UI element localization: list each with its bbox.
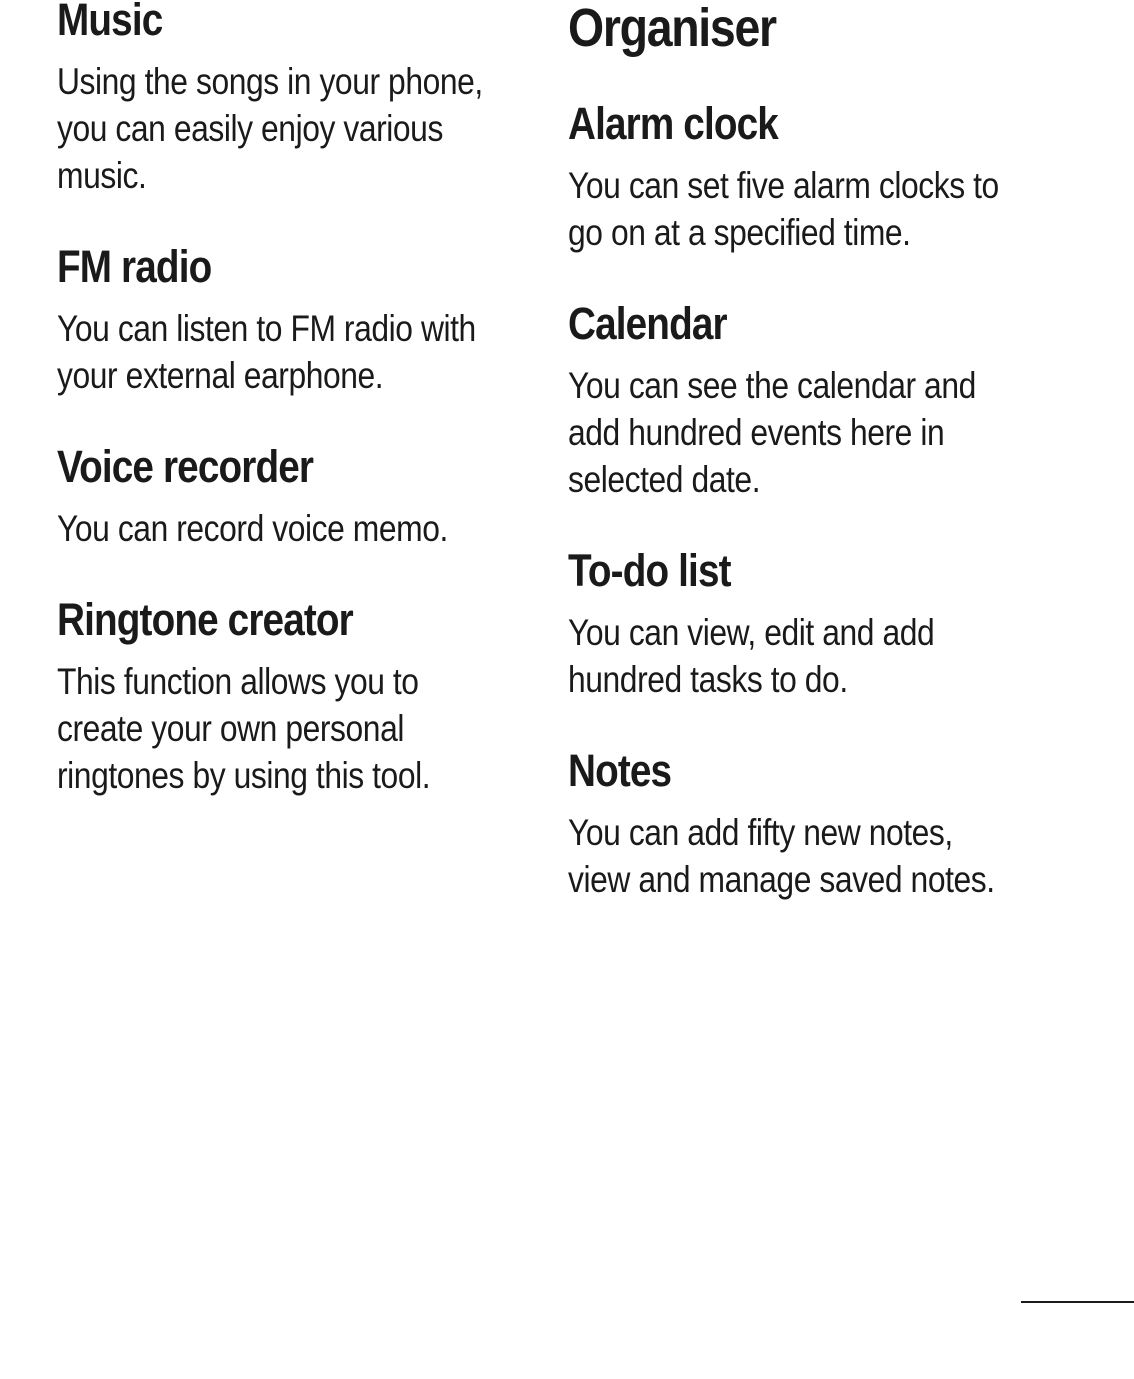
text-line: ringtones by using this tool. [57,755,431,796]
text-line: hundred tasks to do. [568,659,848,700]
text-line: You can record voice memo. [57,508,448,549]
heading-notes: Notes [568,745,672,796]
text-line: you can easily enjoy various [57,108,443,149]
notes-description [568,809,1047,903]
alarm-clock-description [568,162,1047,256]
text-line: your external earphone. [57,355,384,396]
left-column [57,0,527,841]
heading-music: Music [57,0,163,45]
text-line: view and manage saved notes. [568,859,995,900]
heading-alarm-clock: Alarm clock [568,98,778,149]
fm-radio-description [57,305,526,399]
ringtone-creator-description [57,658,526,799]
text-line: music. [57,155,147,196]
to-do-list-description [568,609,1047,703]
calendar-description [568,362,1047,503]
text-line: selected date. [568,459,761,500]
section-title-organiser: Organiser [568,0,776,58]
heading-ringtone-creator: Ringtone creator [57,594,353,645]
music-description [57,58,526,199]
heading-voice-recorder: Voice recorder [57,441,314,492]
text-line: You can listen to FM radio with [57,308,476,349]
text-line: You can add fifty new notes, [568,812,953,853]
text-line: You can set five alarm clocks to [568,165,999,206]
text-line: go on at a specified time. [568,212,911,253]
voice-recorder-description [57,505,526,552]
heading-to-do-list: To-do list [568,545,731,596]
text-line: create your own personal [57,708,404,749]
heading-fm-radio: FM radio [57,241,212,292]
text-line: You can see the calendar and [568,365,976,406]
text-line: Using the songs in your phone, [57,61,483,102]
page-divider-line [1021,1301,1134,1303]
heading-calendar: Calendar [568,298,727,349]
text-line: This function allows you to [57,661,419,702]
right-column [568,0,1048,945]
text-line: add hundred events here in [568,412,945,453]
text-line: You can view, edit and add [568,612,935,653]
